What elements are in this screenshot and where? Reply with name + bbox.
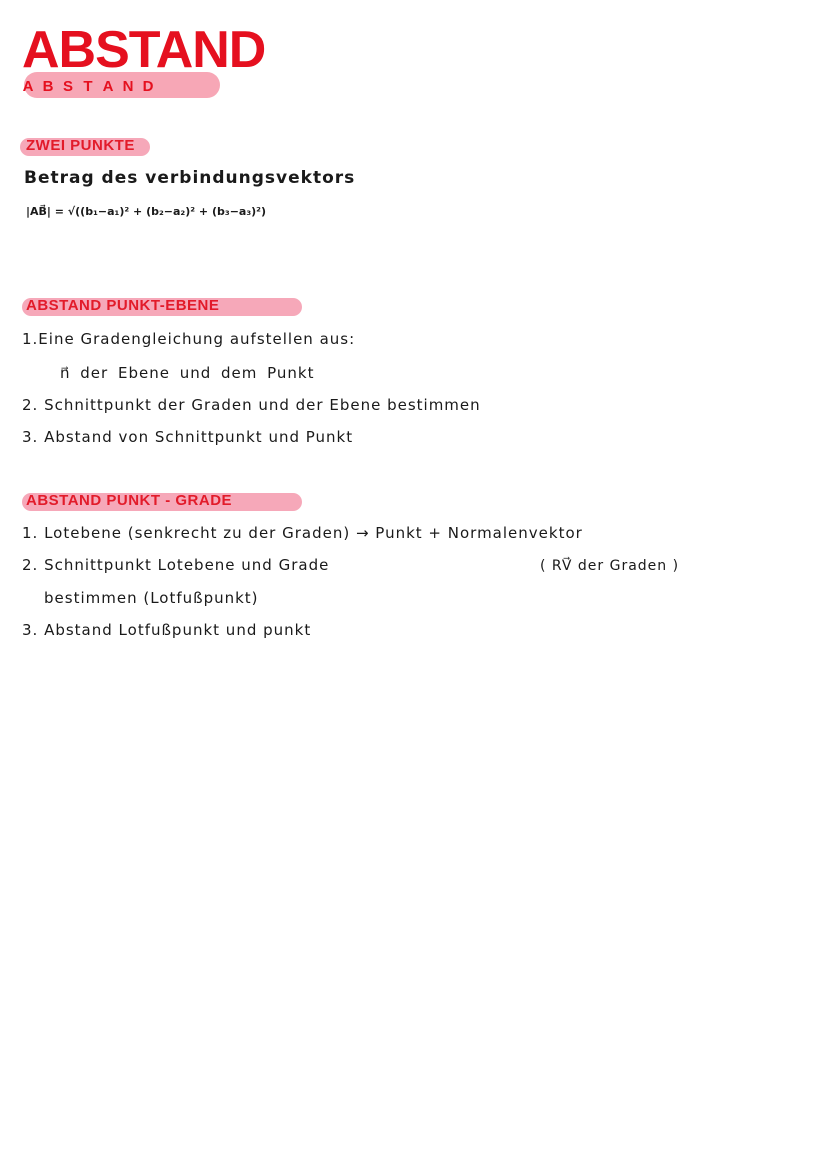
section-heading-punkt-grade: ABSTAND PUNKT - GRADE <box>26 492 233 509</box>
title-letter: N <box>122 78 134 95</box>
punkt-grade-step-3: 3. Abstand Lotfußpunkt und punkt <box>22 621 312 639</box>
distance-formula: |AB⃗| = √((b₁−a₁)² + (b₂−a₂)² + (b₃−a₃)²) <box>26 205 267 218</box>
page-title <box>20 21 266 98</box>
title-letter: D <box>142 78 154 95</box>
punkt-grade-step-2-note: ( RV⃗ der Graden ) <box>540 558 680 574</box>
title-letter: A <box>102 78 114 95</box>
punkt-grade-step-2: 2. Schnittpunkt Lotebene und Grade <box>22 556 330 574</box>
section-heading-zwei-punkte: ZWEI PUNKTE <box>26 137 135 154</box>
title-letter: S <box>62 78 73 95</box>
title-letter: B <box>42 78 54 95</box>
punkt-grade-step-2-cont: bestimmen (Lotfußpunkt) <box>44 589 259 607</box>
title-letter: A <box>22 78 34 95</box>
punkt-ebene-step-2: 2. Schnittpunkt der Graden und der Ebene bestimmen <box>22 396 481 414</box>
title-letter-row <box>20 78 156 96</box>
zwei-punkte-line: Betrag des verbindungsvektors <box>24 168 356 188</box>
punkt-ebene-step-1-sub: n⃗ der Ebene und dem Punkt <box>60 364 315 382</box>
punkt-ebene-step-1: 1.Eine Gradengleichung aufstellen aus: <box>22 330 356 348</box>
title-letter: T <box>83 78 93 95</box>
punkt-grade-step-1: 1. Lotebene (senkrecht zu der Graden) → Punkt + Normalenvektor <box>22 524 583 542</box>
punkt-ebene-step-3: 3. Abstand von Schnittpunkt und Punkt <box>22 428 354 446</box>
title-text: ABSTAND <box>22 21 266 79</box>
section-heading-punkt-ebene: ABSTAND PUNKT-EBENE <box>26 297 220 314</box>
